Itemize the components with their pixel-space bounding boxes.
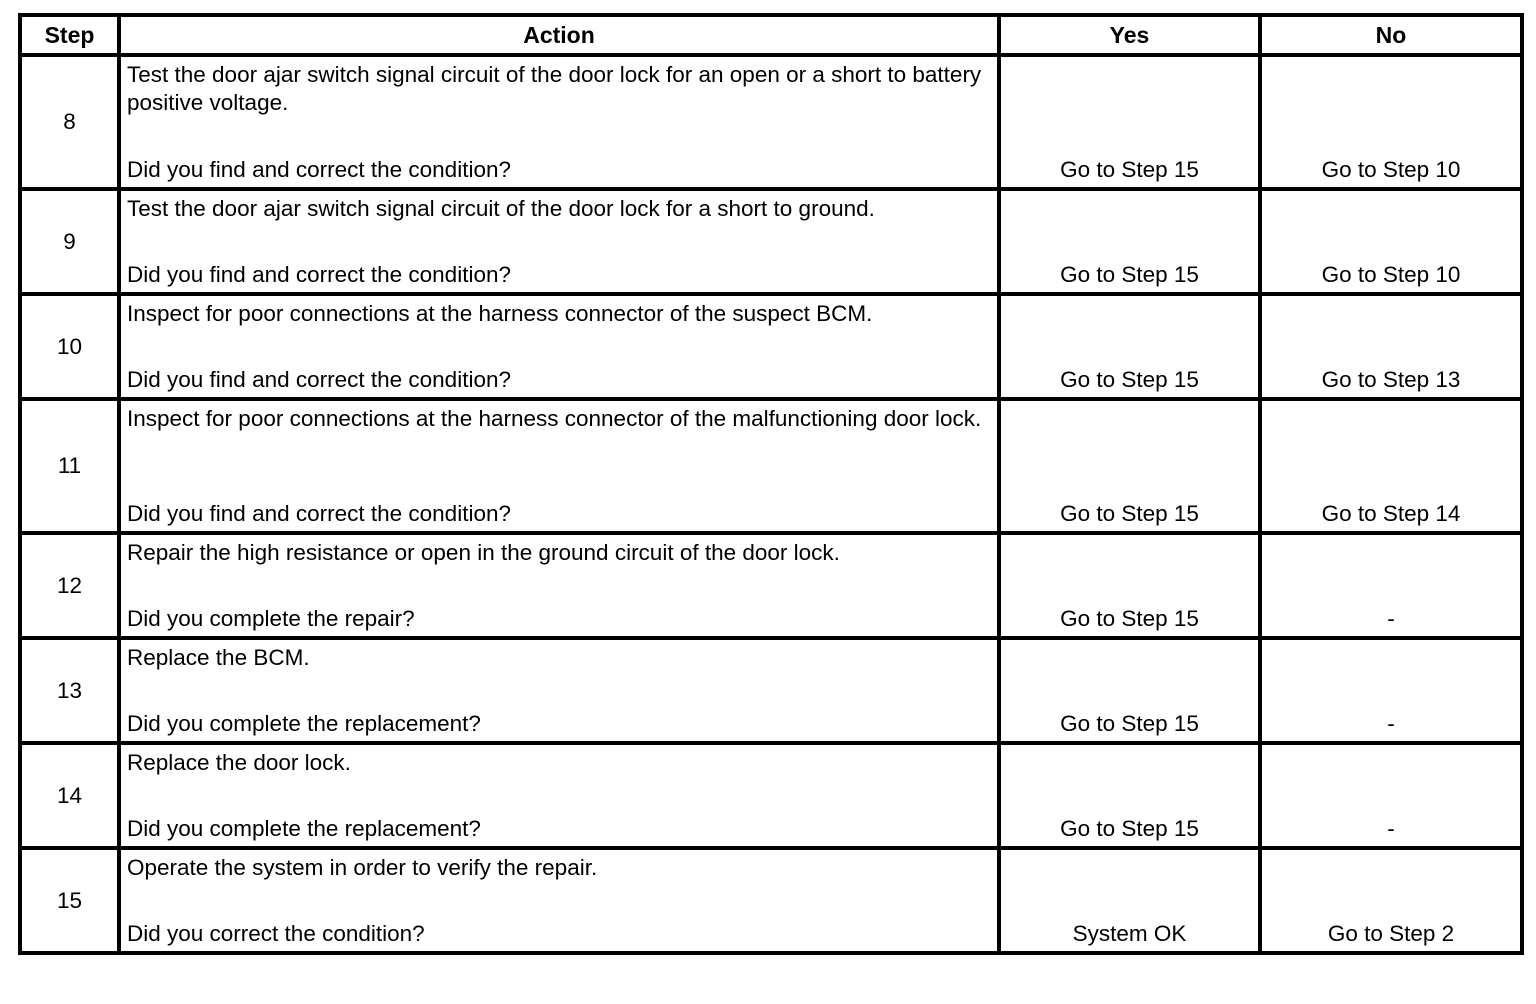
no-result — [1260, 55, 1522, 189]
no-result — [1260, 294, 1522, 399]
header-no: No — [1260, 15, 1522, 55]
action-cell — [119, 533, 999, 638]
no-result-text: - — [1387, 711, 1395, 736]
table-row — [20, 638, 1522, 743]
no-result — [1260, 638, 1522, 743]
header-row — [20, 15, 1522, 55]
yes-result-text: Go to Step 15 — [1060, 816, 1199, 841]
yes-result — [999, 294, 1260, 399]
no-result-text: Go to Step 13 — [1321, 367, 1461, 392]
header-step: Step — [20, 15, 119, 55]
table-row — [20, 399, 1522, 533]
yes-result — [999, 743, 1260, 848]
action-cell — [119, 55, 999, 189]
step-number: 10 — [20, 294, 119, 399]
yes-result-text: Go to Step 15 — [1060, 262, 1199, 287]
no-result — [1260, 533, 1522, 638]
diagnostic-table — [18, 13, 1524, 955]
yes-result — [999, 638, 1260, 743]
action-question: Did you find and correct the condition? — [127, 367, 511, 392]
step-number: 8 — [20, 55, 119, 189]
no-result-text: Go to Step 14 — [1321, 501, 1461, 526]
step-number: 11 — [20, 399, 119, 533]
action-instruction: Replace the door lock. — [127, 750, 351, 775]
action-question: Did you correct the condition? — [127, 921, 425, 946]
step-number: 15 — [20, 848, 119, 953]
no-result-text: Go to Step 2 — [1327, 921, 1455, 946]
action-question: Did you complete the repair? — [127, 606, 415, 631]
action-question: Did you find and correct the condition? — [127, 157, 511, 182]
header-action: Action — [119, 15, 999, 55]
table-row — [20, 848, 1522, 953]
action-cell — [119, 294, 999, 399]
action-instruction: Test the door ajar switch signal circuit of the door lock for an open or a short to battery positive voltage. — [127, 62, 982, 115]
action-question: Did you find and correct the condition? — [127, 501, 511, 526]
action-question: Did you find and correct the condition? — [127, 262, 511, 287]
no-result-text: Go to Step 10 — [1321, 157, 1461, 182]
yes-result — [999, 848, 1260, 953]
step-number: 14 — [20, 743, 119, 848]
no-result — [1260, 189, 1522, 294]
yes-result-text: Go to Step 15 — [1060, 711, 1199, 736]
yes-result — [999, 189, 1260, 294]
table-row — [20, 743, 1522, 848]
yes-result-text: Go to Step 15 — [1060, 367, 1199, 392]
yes-result — [999, 55, 1260, 189]
action-cell — [119, 638, 999, 743]
action-cell — [119, 848, 999, 953]
yes-result-text: Go to Step 15 — [1060, 501, 1199, 526]
yes-result — [999, 533, 1260, 638]
no-result — [1260, 399, 1522, 533]
no-result — [1260, 848, 1522, 953]
no-result-text: - — [1387, 606, 1395, 631]
action-cell — [119, 743, 999, 848]
no-result-text: - — [1387, 816, 1395, 841]
action-instruction: Repair the high resistance or open in the ground circuit of the door lock. — [127, 540, 840, 565]
action-question: Did you complete the replacement? — [127, 711, 481, 736]
no-result — [1260, 743, 1522, 848]
action-question: Did you complete the replacement? — [127, 816, 481, 841]
action-cell — [119, 189, 999, 294]
table-row — [20, 533, 1522, 638]
header-yes: Yes — [999, 15, 1260, 55]
table-row — [20, 55, 1522, 189]
no-result-text: Go to Step 10 — [1321, 262, 1461, 287]
step-number: 12 — [20, 533, 119, 638]
action-instruction: Operate the system in order to verify the repair. — [127, 855, 598, 880]
action-instruction: Test the door ajar switch signal circuit of the door lock for a short to ground. — [127, 196, 875, 221]
yes-result — [999, 399, 1260, 533]
table-row — [20, 189, 1522, 294]
yes-result-text: Go to Step 15 — [1060, 157, 1199, 182]
table-row — [20, 294, 1522, 399]
yes-result-text: Go to Step 15 — [1060, 606, 1199, 631]
step-number: 9 — [20, 189, 119, 294]
action-instruction: Inspect for poor connections at the harness connector of the suspect BCM. — [127, 301, 873, 326]
step-number: 13 — [20, 638, 119, 743]
yes-result-text: System OK — [1072, 921, 1187, 946]
action-instruction: Inspect for poor connections at the harness connector of the malfunctioning door lock. — [127, 406, 982, 431]
action-cell — [119, 399, 999, 533]
action-instruction: Replace the BCM. — [127, 645, 310, 670]
